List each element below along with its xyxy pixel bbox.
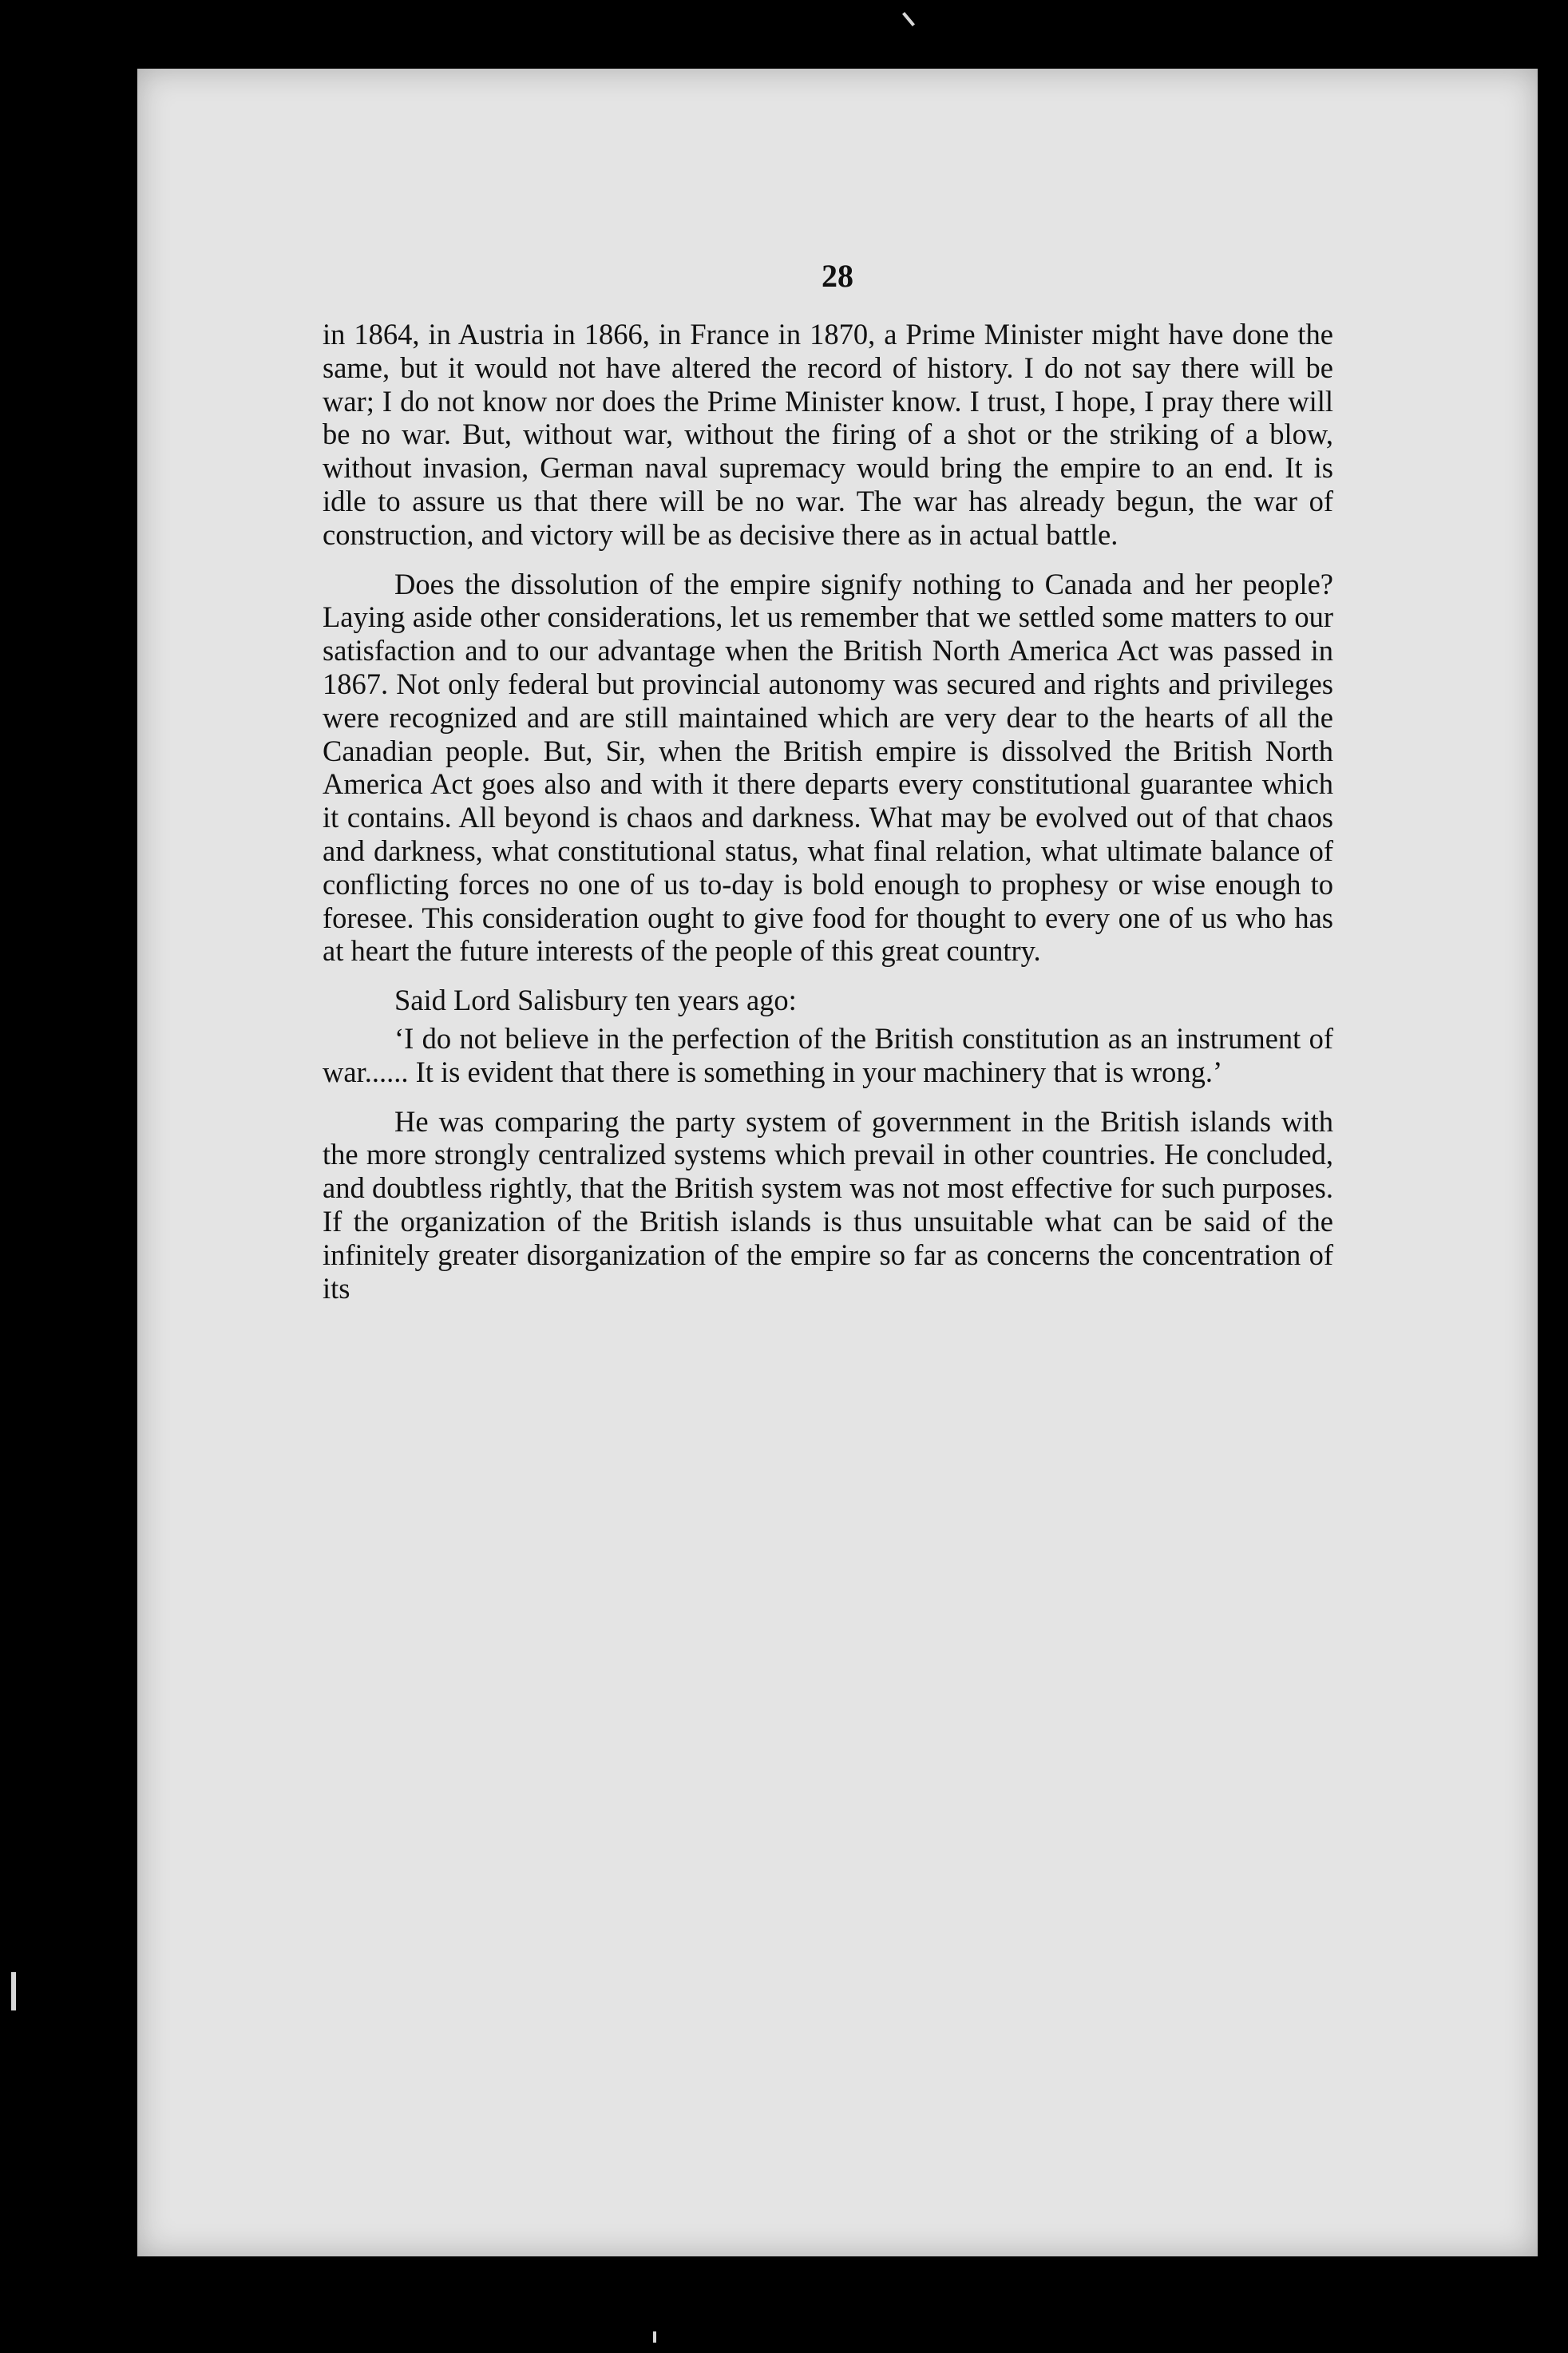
- body-text: [323, 318, 1333, 1305]
- paragraph-1: in 1864, in Austria in 1866, in France in 1870, a Prime Minister might have done the same, but it would not have altered the record of history. I do not say there will be war; I do not know nor does the Prime Minister know. I trust, I hope, I pray there will be no war. But, without war, without the firing of a shot or the striking of a blow, without invasion, German naval supremacy would bring the empire to an end. It is idle to assure us that there will be no war. The war has already begun, the war of construction, and victory will be as decisive there as in actual battle.: [323, 318, 1333, 551]
- paragraph-3: Said Lord Salisbury ten years ago:: [394, 984, 797, 1017]
- scan-speck: [902, 12, 915, 26]
- scan-speck: [11, 1972, 16, 2010]
- scan-speck: [653, 2331, 656, 2343]
- paragraph-4: He was comparing the party system of government in the British islands with the more strongly centralized systems which prevail in other countries. He concluded, and doubtless rightly, that the British system was not most effective for such purposes. If the organization of the British islands is thus unsuitable what can be said of the infinitely greater disorganization of the empire so far as concerns the concentration of its: [323, 1104, 1333, 1305]
- paragraph-2: Does the dissolution of the empire signify nothing to Canada and her people? Laying aside other considerations, let us remember that we settled some matters to our satisfaction and to our advantage when the British North America Act was passed in 1867. Not only federal but provincial autonomy was secured and rights and privileges were recognized and are still maintained which are very dear to the hearts of all the Canadian people. But, Sir, when the British empire is dissolved the British North America Act goes also and with it there departs every constitutional guarantee which it contains. All beyond is chaos and darkness. What may be evolved out of that chaos and darkness, what constitutional status, what final relation, what ultimate balance of conflicting forces no one of us to-day is bold enough to prophesy or wise enough to foresee. This consideration ought to give food for thought to every one of us who has at heart the future interests of the people of this great country.: [323, 567, 1333, 968]
- quotation: ‘I do not believe in the perfection of the British constitution as an instrument of war...... It is evident that there is something in your machinery that is wrong.’: [323, 1021, 1333, 1088]
- page-number: 28: [822, 258, 853, 294]
- document-page: [137, 69, 1538, 2256]
